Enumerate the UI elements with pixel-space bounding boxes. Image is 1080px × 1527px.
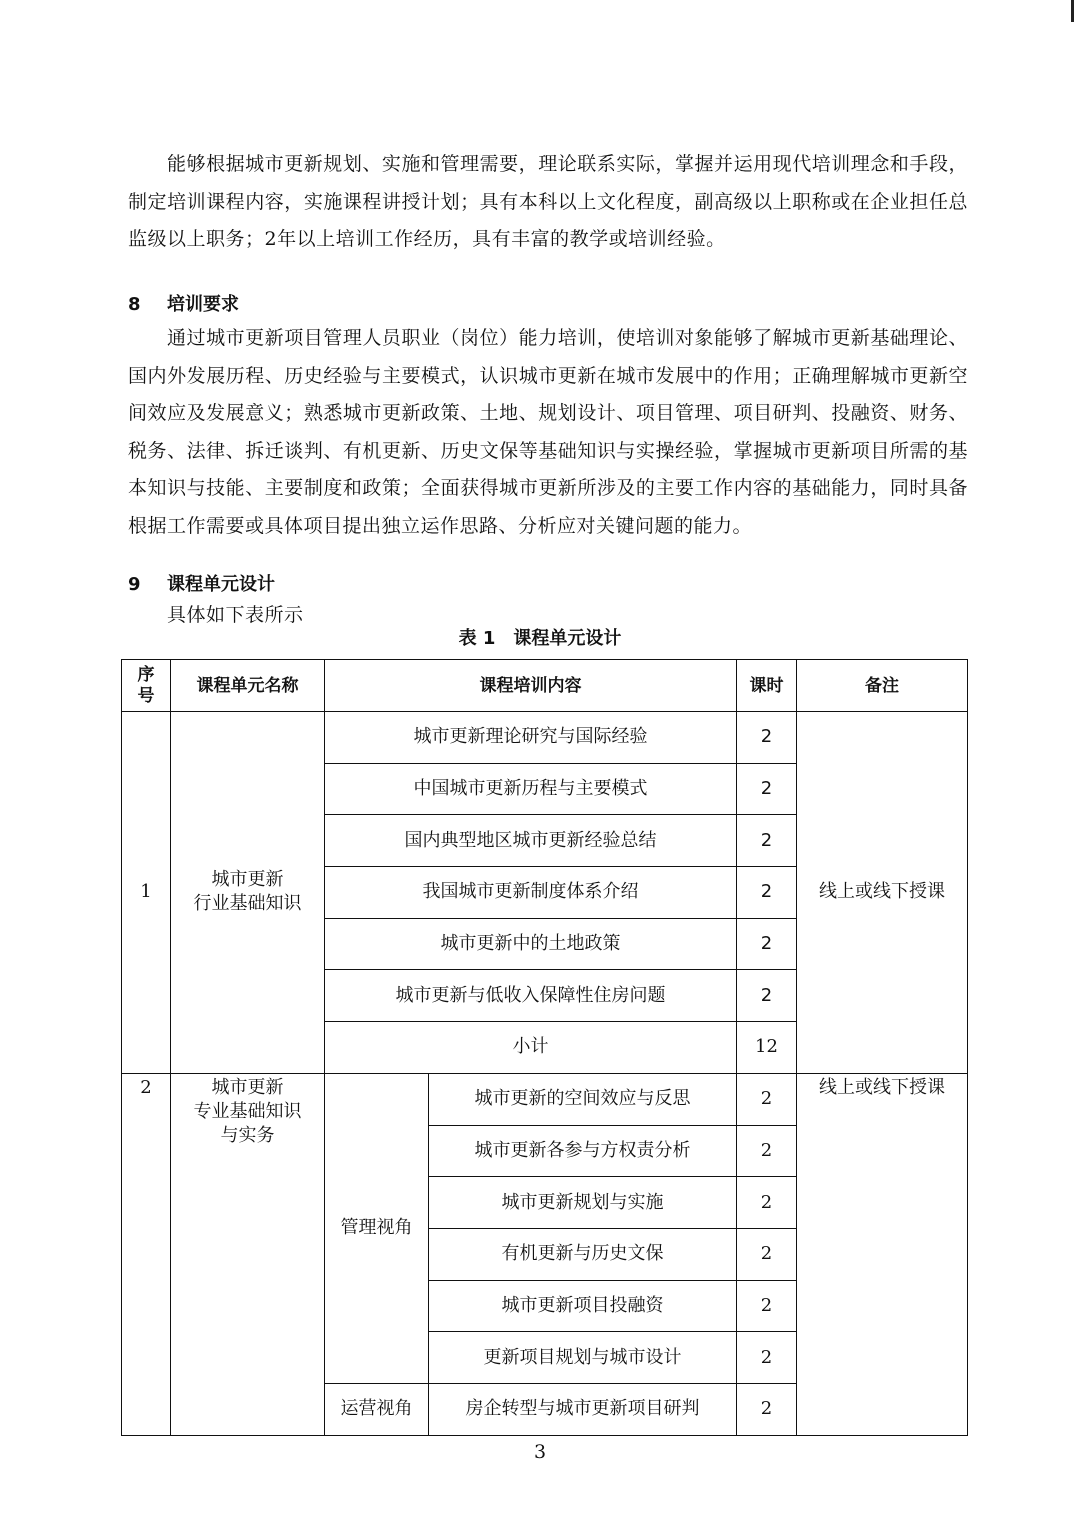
corner-mark: [1071, 0, 1074, 22]
unit2-hours: 2: [737, 1125, 797, 1177]
unit1-content: 城市更新中的土地政策: [325, 918, 737, 970]
unit1-content: 中国城市更新历程与主要模式: [325, 763, 737, 815]
unit2-name: [171, 1073, 325, 1435]
table-row: [122, 712, 968, 764]
unit2-view-management: 管理视角: [325, 1073, 429, 1383]
unit2-content: 有机更新与历史文保: [429, 1228, 737, 1280]
header-content: 课程培训内容: [325, 660, 737, 712]
table-caption: [0, 624, 1080, 650]
header-hours: 课时: [737, 660, 797, 712]
unit1-content: 城市更新理论研究与国际经验: [325, 712, 737, 764]
header-remark: 备注: [797, 660, 968, 712]
unit2-remark: 线上或线下授课: [797, 1073, 968, 1435]
unit1-hours: 2: [737, 815, 797, 867]
unit2-seq: 2: [122, 1073, 171, 1435]
header-seq: 序号: [122, 660, 171, 712]
unit1-subtotal-label: 小计: [325, 1022, 737, 1074]
unit1-hours: 2: [737, 712, 797, 764]
header-unit-name: 课程单元名称: [171, 660, 325, 712]
unit2-content: 更新项目规划与城市设计: [429, 1332, 737, 1384]
section8-title: 培训要求: [167, 294, 239, 315]
unit2-hours: 2: [737, 1280, 797, 1332]
section8-heading: [128, 290, 239, 316]
unit1-hours: 2: [737, 867, 797, 919]
unit1-hours: 2: [737, 970, 797, 1022]
section9-title: 课程单元设计: [167, 574, 275, 595]
unit1-subtotal-hours: 12: [737, 1022, 797, 1074]
section9-heading: [128, 570, 275, 596]
table-row: [122, 1073, 968, 1125]
unit1-hours: 2: [737, 763, 797, 815]
unit1-content: 我国城市更新制度体系介绍: [325, 867, 737, 919]
unit1-name-line2: 行业基础知识: [193, 893, 302, 915]
unit2-content: 房企转型与城市更新项目研判: [429, 1383, 737, 1435]
unit1-seq: 1: [122, 712, 171, 1074]
unit2-hours: 2: [737, 1383, 797, 1435]
section8-paragraph: 通过城市更新项目管理人员职业（岗位）能力培训，使培训对象能够了解城市更新基础理论、国内外发展历程、历史经验与主要模式，认识城市更新在城市发展中的作用；正确理解城市更新空间效应及发展意义；熟悉城市更新政策、土地、规划设计、项目管理、项目研判、投融资、财务、税务、法律、拆迁谈判、有机更新、历史文保等基础知识与实操经验，掌握城市更新项目所需的基本知识与技能、主要制度和政策；全面获得城市更新所涉及的主要工作内容的基础能力，同时具备根据工作需要或具体项目提出独立运作思路、分析应对关键问题的能力。: [128, 327, 968, 537]
unit2-view-operation: 运营视角: [325, 1383, 429, 1435]
unit2-content: 城市更新规划与实施: [429, 1177, 737, 1229]
unit2-content: 城市更新各参与方权责分析: [429, 1125, 737, 1177]
unit1-content: 城市更新与低收入保障性住房问题: [325, 970, 737, 1022]
unit2-hours: 2: [737, 1228, 797, 1280]
unit1-hours: 2: [737, 918, 797, 970]
unit1-name: [171, 712, 325, 1074]
unit2-content: 城市更新项目投融资: [429, 1280, 737, 1332]
unit2-hours: 2: [737, 1177, 797, 1229]
table-caption-label: 表 1: [458, 628, 496, 649]
section7-tail-paragraph: 能够根据城市更新规划、实施和管理需要，理论联系实际，掌握并运用现代培训理念和手段，制定培训课程内容，实施课程讲授计划；具有本科以上文化程度，副高级以上职称或在企业担任总监级以上职务；2年以上培训工作经历，具有丰富的教学或培训经验。: [128, 153, 968, 250]
unit2-name-line3: 与实务: [220, 1124, 275, 1146]
table-caption-title: 课程单元设计: [513, 628, 622, 649]
page-number: 3: [533, 1441, 547, 1463]
unit2-content: 城市更新的空间效应与反思: [429, 1073, 737, 1125]
unit2-hours: 2: [737, 1073, 797, 1125]
unit1-name-line1: 城市更新: [211, 869, 284, 891]
unit2-name-line1: 城市更新: [211, 1076, 284, 1098]
section9-number: 9: [128, 574, 141, 595]
unit1-remark: 线上或线下授课: [797, 712, 968, 1074]
unit2-hours: 2: [737, 1332, 797, 1384]
section8-number: 8: [128, 294, 141, 315]
course-unit-table: [121, 659, 968, 1436]
unit2-name-line2: 专业基础知识: [193, 1100, 302, 1122]
table-header-row: [122, 660, 968, 712]
section9-intro: 具体如下表所示: [167, 604, 304, 626]
unit1-content: 国内典型地区城市更新经验总结: [325, 815, 737, 867]
